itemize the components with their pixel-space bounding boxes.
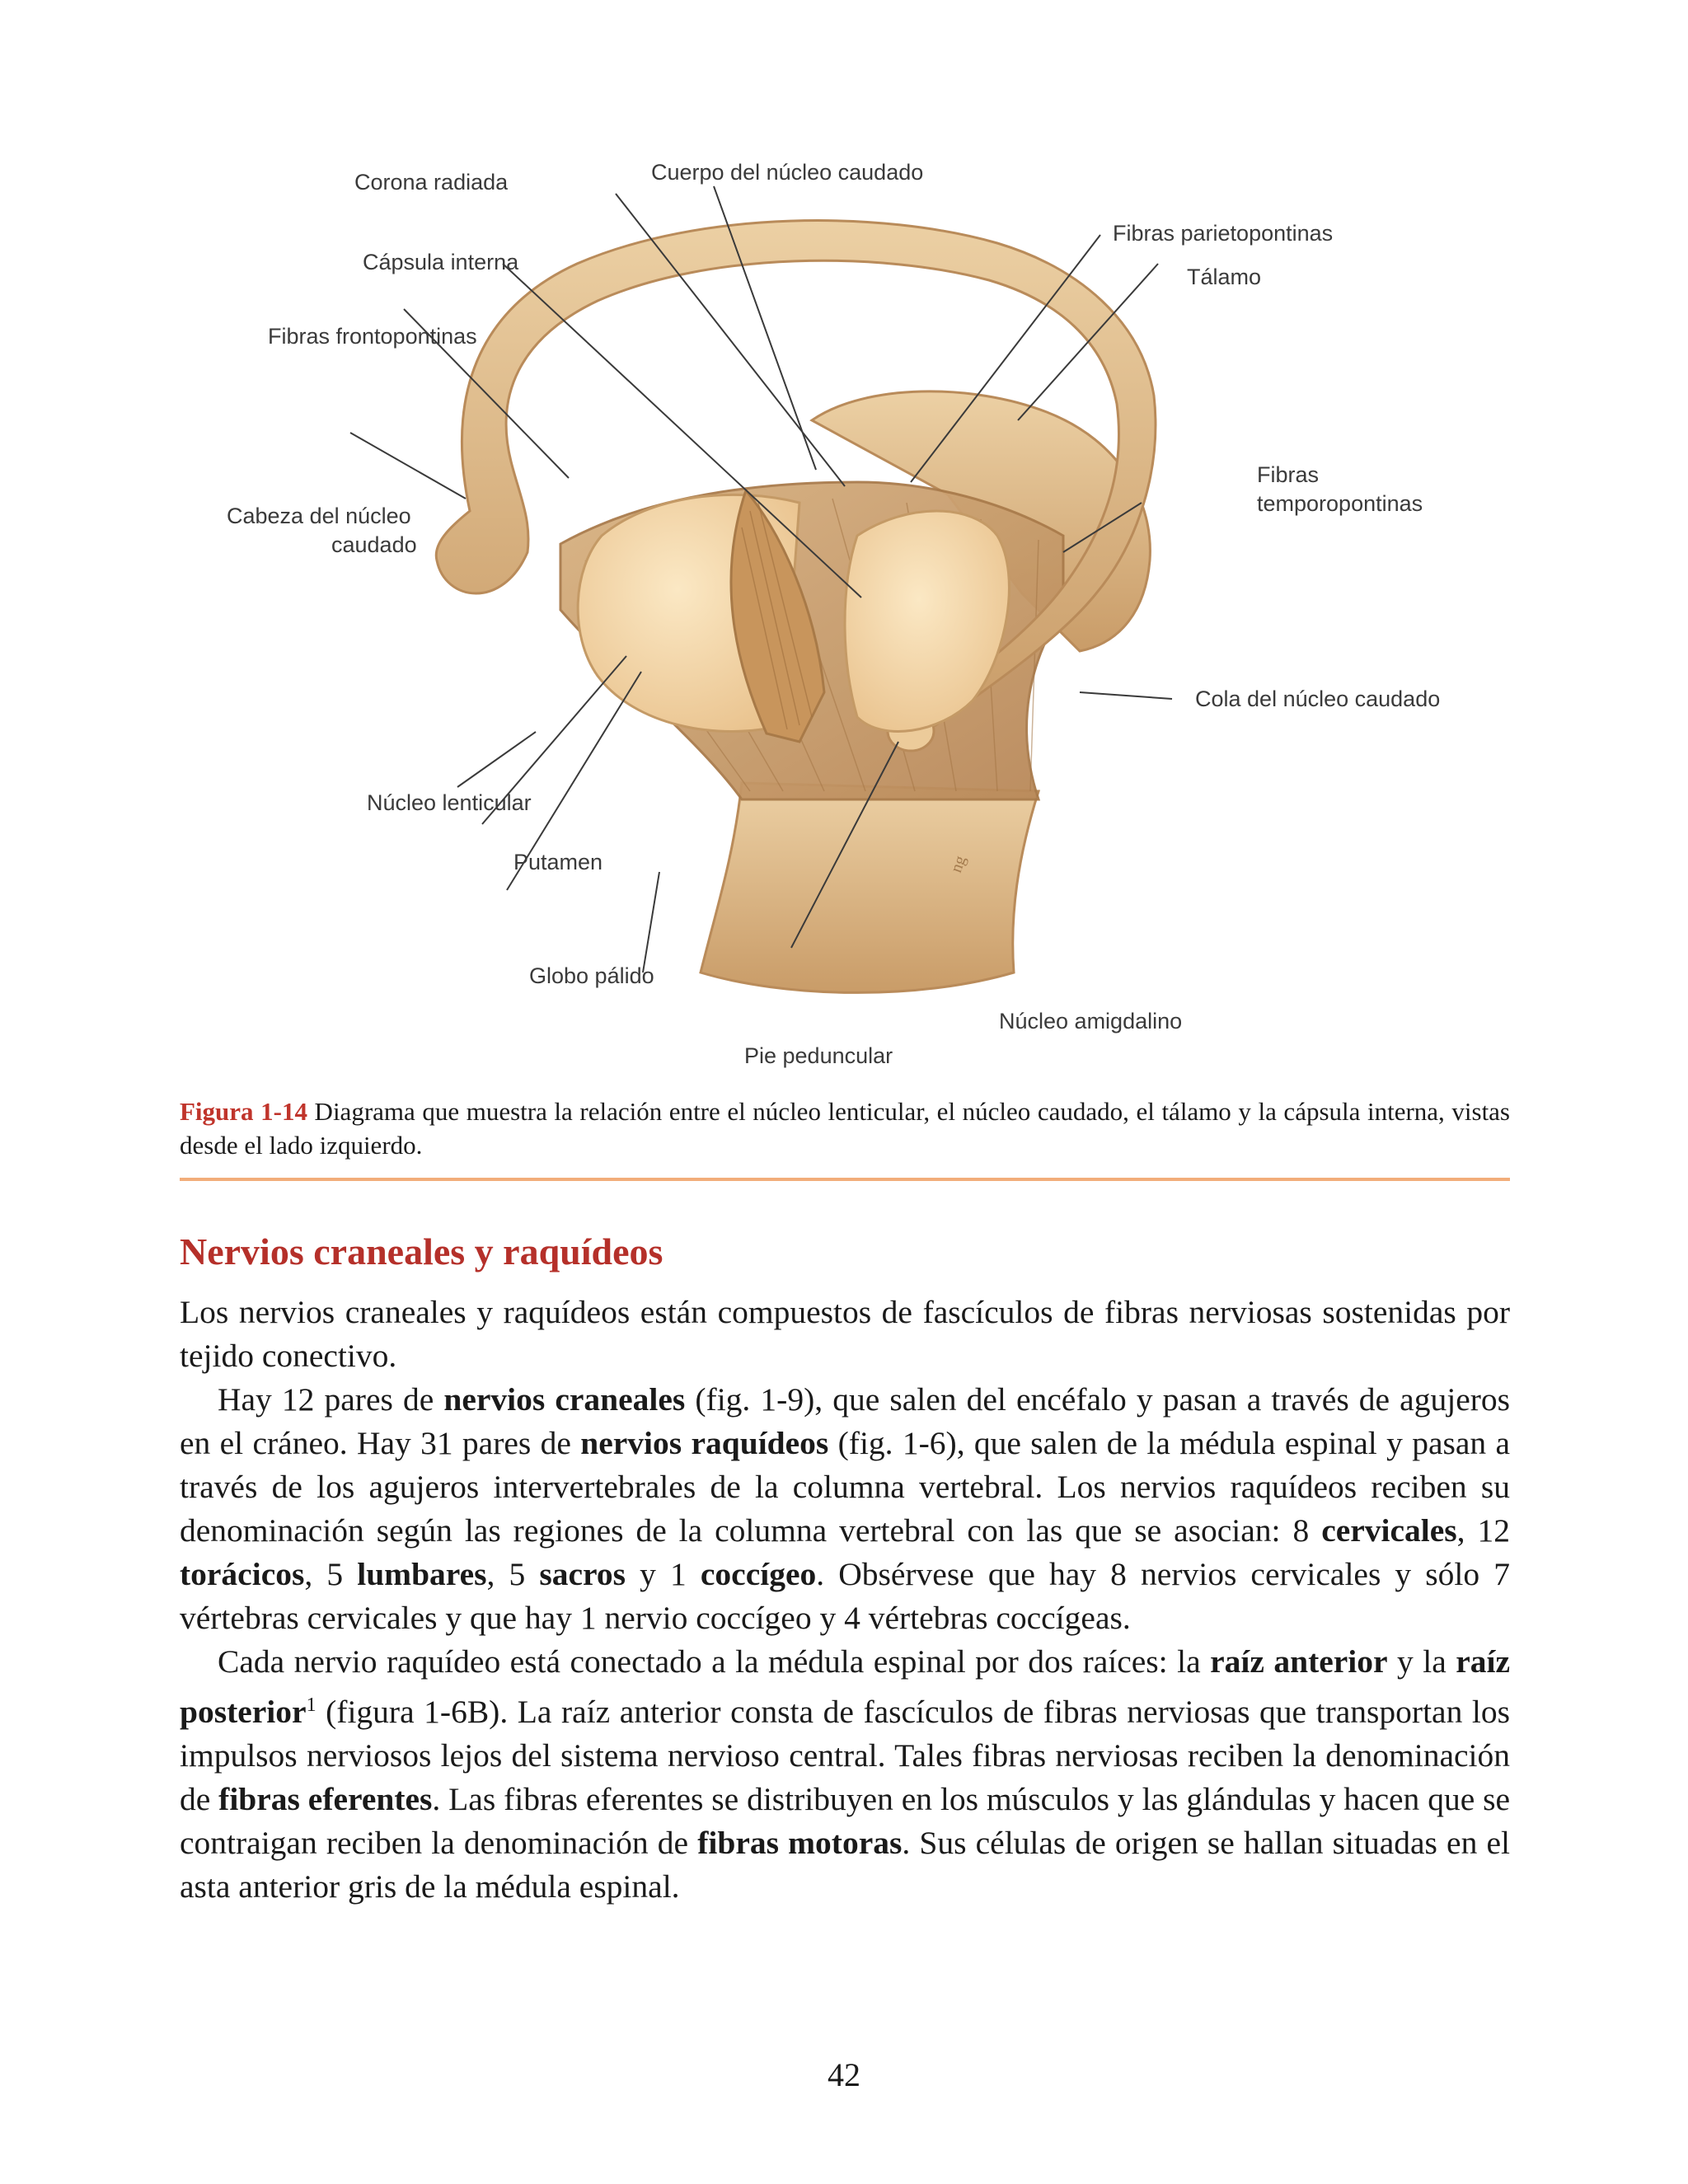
term-cervicales: cervicales — [1321, 1512, 1457, 1549]
basal-ganglia-illustration — [206, 148, 1525, 1080]
label-cabeza-nucleo-caudado-2: caudado — [331, 532, 417, 557]
paragraph-1: Los nervios craneales y raquídeos están compuestos de fascículos de fibras nerviosas sostenidas por tejido conectivo. — [180, 1294, 1510, 1374]
label-globo-palido: Globo pálido — [529, 963, 654, 988]
label-fibras-temporopontinas-1: Fibras — [1257, 462, 1320, 487]
term-toracicos: torácicos — [180, 1556, 305, 1592]
caption-text: Diagrama que muestra la relación entre el núcleo lenticular, el núcleo caudado, el tálamo y la cápsula interna, vistas desde el lado izquierdo. — [180, 1097, 1511, 1160]
body-text — [180, 1291, 1510, 1909]
cerebral-peduncle-shape — [701, 783, 1039, 992]
term-raiz-posterior: raíz posterior — [180, 1643, 1510, 1731]
label-pie-peduncular: Pie peduncular — [744, 1043, 893, 1068]
label-cola-nucleo-caudado: Cola del núcleo caudado — [1195, 687, 1441, 711]
page-number: 42 — [828, 2056, 860, 2093]
label-fibras-frontopontinas: Fibras frontopontinas — [268, 324, 477, 349]
svg-text:ng: ng — [947, 853, 970, 875]
label-cuerpo-nucleo-caudado: Cuerpo del núcleo caudado — [651, 160, 924, 185]
term-fibras-motoras: fibras motoras — [697, 1825, 903, 1862]
term-sacros: sacros — [539, 1556, 626, 1592]
caption-label: Figura 1-14 — [180, 1097, 307, 1126]
label-nucleo-lenticular: Núcleo lenticular — [367, 790, 532, 815]
term-raiz-anterior: raíz anterior — [1210, 1643, 1388, 1680]
paragraph-3: Cada nervio raquídeo está conectado a la médula espinal por dos raíces: la raíz anterior y la raíz posterior$^1$ (figura 1-6B). La raíz anterior consta de fascículos de fibras nerviosas que transportan los impulsos nerviosos lejos del sistema nervioso central. Tales fibras nerviosas reciben la denominación de fibras eferentes. Las fibras eferentes se distribuyen en los músculos y las glándulas y hacen que se contraigan reciben la denominación de fibras motoras. Sus células de origen se hallan situadas en el asta anterior gris de la médula espinal. — [180, 1643, 1511, 1905]
label-capsula-interna: Cápsula interna — [363, 250, 519, 274]
term-lumbares: lumbares — [357, 1556, 487, 1592]
label-fibras-temporopontinas-2: temporopontinas — [1257, 491, 1423, 516]
label-nucleo-amigdalino: Núcleo amigdalino — [999, 1009, 1183, 1033]
label-corona-radiada: Corona radiada — [354, 170, 509, 194]
term-coccigeo: coccígeo — [700, 1556, 817, 1592]
paragraph-2: Hay 12 pares de nervios craneales (fig. 1-9), que salen del encéfalo y pasan a través de agujeros en el cráneo. Hay 31 pares de nervios raquídeos (fig. 1-6), que salen de la médula espinal y pasan a través de los agujeros intervertebrales de la columna vertebral. Los nervios raquídeos reciben su denominación según las regiones de la columna vertebral con las que se asocian: 8 cervicales, 12 torácicos, 5 lumbares, 5 sacros y 1 coccígeo. Obsérvese que hay 8 nervios cervicales y sólo 7 vértebras cervicales y que hay 1 nervio coccígeo y 4 vértebras coccígeas. — [180, 1381, 1511, 1636]
figure-caption — [180, 1094, 1510, 1162]
label-putamen: Putamen — [513, 850, 603, 874]
label-fibras-parietopontinas: Fibras parietopontinas — [1113, 221, 1334, 246]
term-fibras-eferentes: fibras eferentes — [218, 1781, 433, 1818]
caption-divider — [180, 1178, 1510, 1181]
anatomy-figure — [206, 148, 1525, 1080]
section-heading: Nervios craneales y raquídeos — [180, 1230, 663, 1272]
footnote-marker: 1 — [306, 1694, 316, 1716]
term-nervios-raquideos: nervios raquídeos — [580, 1425, 829, 1461]
term-nervios-craneales: nervios craneales — [443, 1381, 686, 1418]
label-talamo: Tálamo — [1187, 265, 1262, 289]
label-cabeza-nucleo-caudado-1: Cabeza del núcleo — [227, 504, 411, 528]
